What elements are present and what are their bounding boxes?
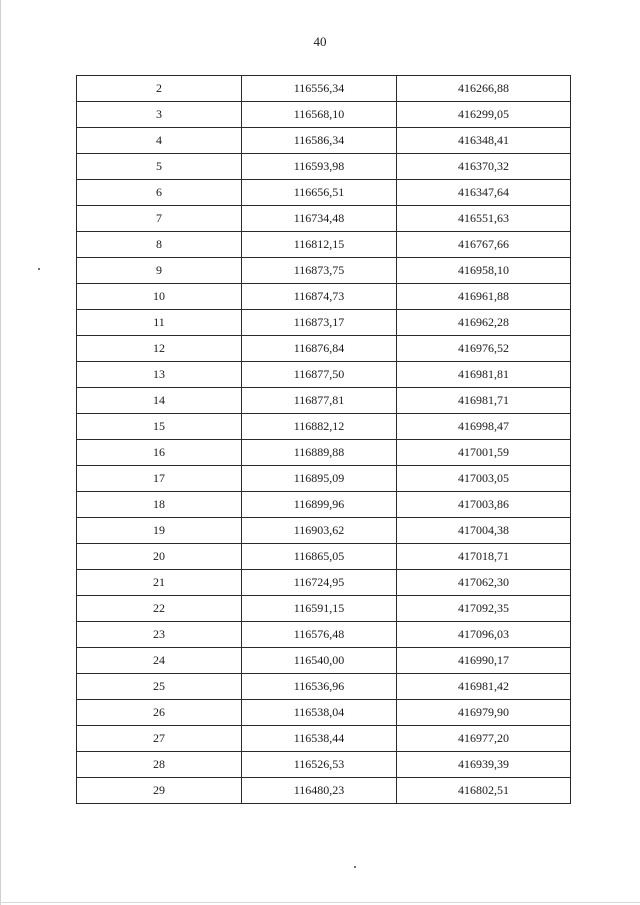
x-coordinate-cell: 116556,34: [242, 76, 397, 102]
point-number-cell: 6: [77, 180, 242, 206]
table-row: [77, 388, 571, 414]
x-coordinate-cell: 116593,98: [242, 154, 397, 180]
y-coordinate-cell: 416347,64: [397, 180, 571, 206]
x-coordinate-cell: 116526,53: [242, 752, 397, 778]
point-number-cell: 2: [77, 76, 242, 102]
point-number-cell: 21: [77, 570, 242, 596]
y-coordinate-cell: 416977,20: [397, 726, 571, 752]
y-coordinate-cell: 417001,59: [397, 440, 571, 466]
x-coordinate-cell: 116586,34: [242, 128, 397, 154]
x-coordinate-cell: 116903,62: [242, 518, 397, 544]
x-coordinate-cell: 116877,50: [242, 362, 397, 388]
x-coordinate-cell: 116889,88: [242, 440, 397, 466]
page-number: 40: [313, 34, 327, 49]
x-coordinate-cell: 116480,23: [242, 778, 397, 804]
y-coordinate-cell: 416299,05: [397, 102, 571, 128]
y-coordinate-cell: 416979,90: [397, 700, 571, 726]
point-number-cell: 26: [77, 700, 242, 726]
table-row: [77, 258, 571, 284]
table-row: [77, 544, 571, 570]
table-row: [77, 674, 571, 700]
x-coordinate-cell: 116734,48: [242, 206, 397, 232]
y-coordinate-cell: 416961,88: [397, 284, 571, 310]
point-number-cell: 12: [77, 336, 242, 362]
x-coordinate-cell: 116899,96: [242, 492, 397, 518]
x-coordinate-cell: 116724,95: [242, 570, 397, 596]
y-coordinate-cell: 416981,42: [397, 674, 571, 700]
y-coordinate-cell: 416266,88: [397, 76, 571, 102]
y-coordinate-cell: 416962,28: [397, 310, 571, 336]
coordinates-table-body: [77, 76, 571, 804]
x-coordinate-cell: 116812,15: [242, 232, 397, 258]
x-coordinate-cell: 116874,73: [242, 284, 397, 310]
y-coordinate-cell: 416998,47: [397, 414, 571, 440]
table-row: [77, 76, 571, 102]
x-coordinate-cell: 116882,12: [242, 414, 397, 440]
x-coordinate-cell: 116591,15: [242, 596, 397, 622]
point-number-cell: 13: [77, 362, 242, 388]
point-number-cell: 16: [77, 440, 242, 466]
table-row: [77, 284, 571, 310]
table-row: [77, 518, 571, 544]
table-row: [77, 336, 571, 362]
y-coordinate-cell: 416939,39: [397, 752, 571, 778]
y-coordinate-cell: 416976,52: [397, 336, 571, 362]
point-number-cell: 24: [77, 648, 242, 674]
y-coordinate-cell: 417018,71: [397, 544, 571, 570]
point-number-cell: 23: [77, 622, 242, 648]
table-row: [77, 414, 571, 440]
table-row: [77, 492, 571, 518]
y-coordinate-cell: 416981,71: [397, 388, 571, 414]
table-row: [77, 362, 571, 388]
point-number-cell: 27: [77, 726, 242, 752]
table-row: [77, 180, 571, 206]
table-row: [77, 310, 571, 336]
table-row: [77, 596, 571, 622]
scan-edge-bottom: [0, 902, 640, 903]
point-number-cell: 4: [77, 128, 242, 154]
point-number-cell: 14: [77, 388, 242, 414]
y-coordinate-cell: 417092,35: [397, 596, 571, 622]
x-coordinate-cell: 116876,84: [242, 336, 397, 362]
y-coordinate-cell: 417062,30: [397, 570, 571, 596]
table-row: [77, 752, 571, 778]
x-coordinate-cell: 116538,44: [242, 726, 397, 752]
point-number-cell: 5: [77, 154, 242, 180]
point-number-cell: 15: [77, 414, 242, 440]
y-coordinate-cell: 416551,63: [397, 206, 571, 232]
point-number-cell: 20: [77, 544, 242, 570]
x-coordinate-cell: 116656,51: [242, 180, 397, 206]
table-row: [77, 570, 571, 596]
point-number-cell: 28: [77, 752, 242, 778]
point-number-cell: 9: [77, 258, 242, 284]
point-number-cell: 29: [77, 778, 242, 804]
table-row: [77, 232, 571, 258]
y-coordinate-cell: 417096,03: [397, 622, 571, 648]
y-coordinate-cell: 416802,51: [397, 778, 571, 804]
x-coordinate-cell: 116873,17: [242, 310, 397, 336]
y-coordinate-cell: 417004,38: [397, 518, 571, 544]
table-row: [77, 102, 571, 128]
point-number-cell: 19: [77, 518, 242, 544]
scan-dot: [354, 866, 356, 868]
table-row: [77, 648, 571, 674]
table-row: [77, 128, 571, 154]
table-row: [77, 440, 571, 466]
table-row: [77, 726, 571, 752]
point-number-cell: 25: [77, 674, 242, 700]
table-row: [77, 778, 571, 804]
y-coordinate-cell: 416370,32: [397, 154, 571, 180]
y-coordinate-cell: 417003,86: [397, 492, 571, 518]
x-coordinate-cell: 116873,75: [242, 258, 397, 284]
x-coordinate-cell: 116538,04: [242, 700, 397, 726]
table-row: [77, 206, 571, 232]
x-coordinate-cell: 116540,00: [242, 648, 397, 674]
point-number-cell: 8: [77, 232, 242, 258]
table-row: [77, 700, 571, 726]
table-row: [77, 466, 571, 492]
scan-dot: [38, 268, 40, 270]
y-coordinate-cell: 416767,66: [397, 232, 571, 258]
table-row: [77, 154, 571, 180]
point-number-cell: 7: [77, 206, 242, 232]
x-coordinate-cell: 116576,48: [242, 622, 397, 648]
point-number-cell: 10: [77, 284, 242, 310]
point-number-cell: 3: [77, 102, 242, 128]
table-row: [77, 622, 571, 648]
y-coordinate-cell: 417003,05: [397, 466, 571, 492]
scan-edge-left: [0, 0, 1, 905]
coordinates-table: [76, 75, 571, 804]
x-coordinate-cell: 116895,09: [242, 466, 397, 492]
x-coordinate-cell: 116865,05: [242, 544, 397, 570]
point-number-cell: 22: [77, 596, 242, 622]
point-number-cell: 17: [77, 466, 242, 492]
y-coordinate-cell: 416990,17: [397, 648, 571, 674]
x-coordinate-cell: 116536,96: [242, 674, 397, 700]
y-coordinate-cell: 416981,81: [397, 362, 571, 388]
point-number-cell: 11: [77, 310, 242, 336]
y-coordinate-cell: 416958,10: [397, 258, 571, 284]
y-coordinate-cell: 416348,41: [397, 128, 571, 154]
point-number-cell: 18: [77, 492, 242, 518]
x-coordinate-cell: 116877,81: [242, 388, 397, 414]
x-coordinate-cell: 116568,10: [242, 102, 397, 128]
